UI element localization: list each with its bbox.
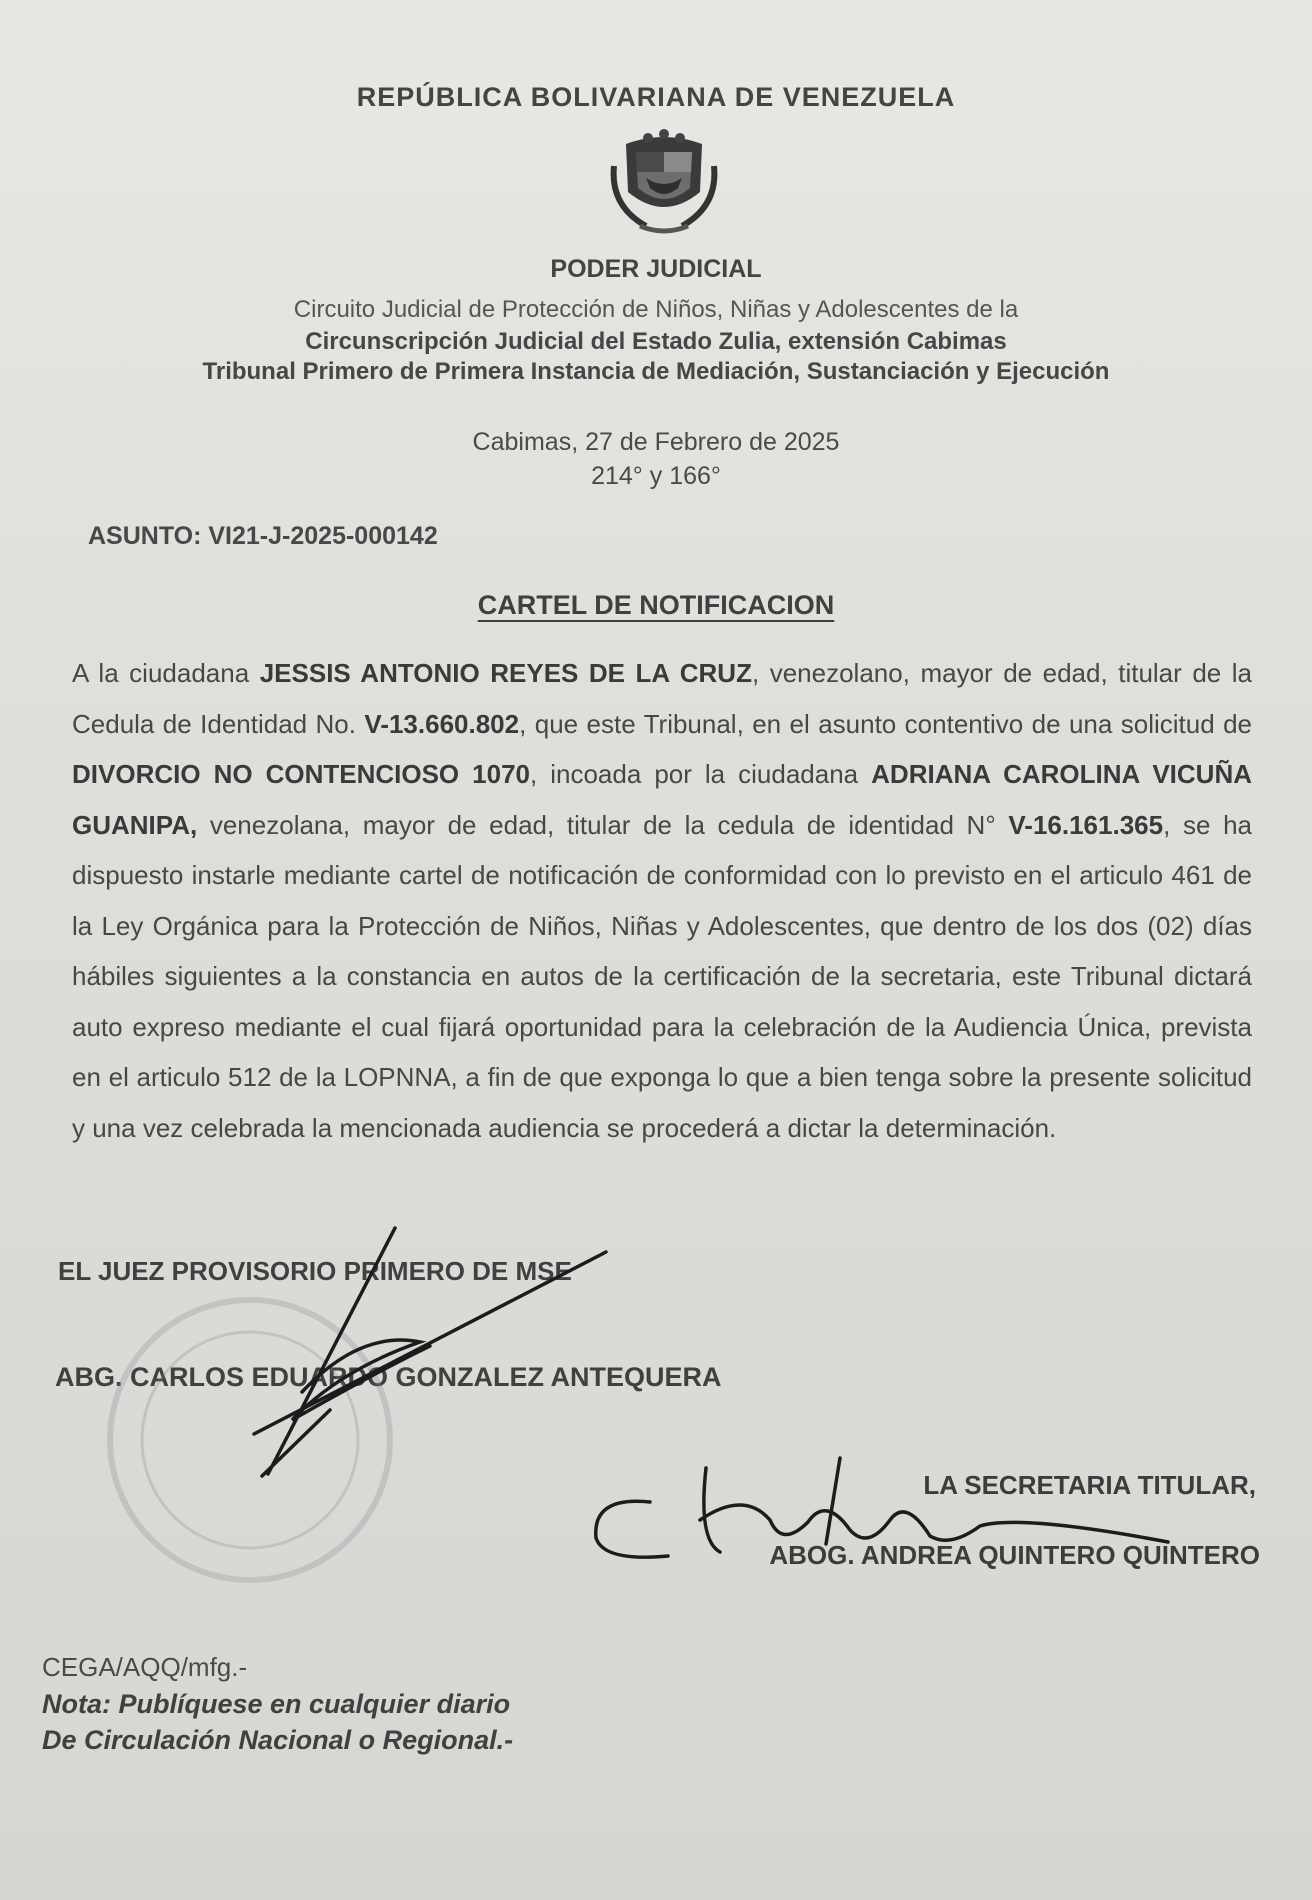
circuit-line-2: Circunscripción Judicial del Estado Zulia, extensión Cabimas [305,328,1007,355]
document-title [0,590,1312,621]
body-segment-2: , venezolano, mayor de edad, titular de la Cedula de Identidad No. [72,658,1252,739]
notice-body [72,648,1252,1153]
reference-initials: CEGA/AQQ/mfg.- [42,1652,248,1682]
secretary-title: LA SECRETARIA TITULAR, [923,1470,1256,1500]
respondent-name: JESSIS ANTONIO REYES DE LA CRUZ [259,658,752,688]
place-date: Cabimas, 27 de Febrero de 2025 [472,428,840,456]
coat-of-arms-icon [606,126,722,238]
judicial-branch-heading: PODER JUDICIAL [550,255,762,283]
petitioner-id: V-16.161.365 [1008,809,1164,840]
publication-note-line-1: Nota: Publíquese en cualquier diario [42,1689,511,1719]
secretary-name: ABOG. ANDREA QUINTERO QUINTERO [769,1540,1260,1570]
document-title-text: CARTEL DE NOTIFICACION [477,590,835,620]
publication-note [42,1686,513,1758]
body-segment-1: A la ciudadana [72,658,260,688]
body-segment-3: , que este Tribunal, en el asunto contentivo de una solicitud de [519,708,1252,739]
circuit-line-1: Circuito Judicial de Protección de Niños, Niñas y Adolescentes de la [293,296,1019,323]
republic-heading: REPÚBLICA BOLIVARIANA DE VENEZUELA [356,82,956,112]
body-segment-6: , se ha dispuesto instarle mediante cartel de notificación de conformidad con lo previsto en el articulo 461 de la Ley Orgánica para la Protección de Niños, Niñas y Adolescentes, que dentro de los dos (02) días hábiles siguientes a la constancia en autos de la certificación de la secretaria, este Tribunal dictará auto expreso mediante el cual fijará oportunidad para la celebración de la Audiencia Única, prevista en el articulo 512 de la LOPNNA, a fin de que exponga lo que a bien tenga sobre la presente solicitud y una vez celebrada la mencionada audiencia se procederá a dictar la determinación. [72,809,1252,1143]
circuit-line-3: Tribunal Primero de Primera Instancia de Mediación, Sustanciación y Ejecución [202,358,1110,385]
publication-note-line-2: De Circulación Nacional o Regional.- [42,1725,514,1755]
years-line: 214° y 166° [591,462,721,490]
body-segment-5: venezolana, mayor de edad, titular de la cedula de identidad N° [197,809,1009,840]
judge-name: ABG. CARLOS EDUARDO GONZALEZ ANTEQUERA [55,1362,722,1392]
body-segment-4: , incoada por la ciudadana [530,759,872,789]
respondent-id: V-13.660.802 [364,708,520,739]
case-number: ASUNTO: VI21-J-2025-000142 [88,522,438,550]
judge-title: EL JUEZ PROVISORIO PRIMERO DE MSE [58,1256,572,1286]
court-stamp-icon [110,1300,390,1580]
petitioner-name: ADRIANA CAROLINA VICUÑA GUANIPA, [72,759,1253,840]
case-type: DIVORCIO NO CONTENCIOSO 1070 [72,759,530,789]
